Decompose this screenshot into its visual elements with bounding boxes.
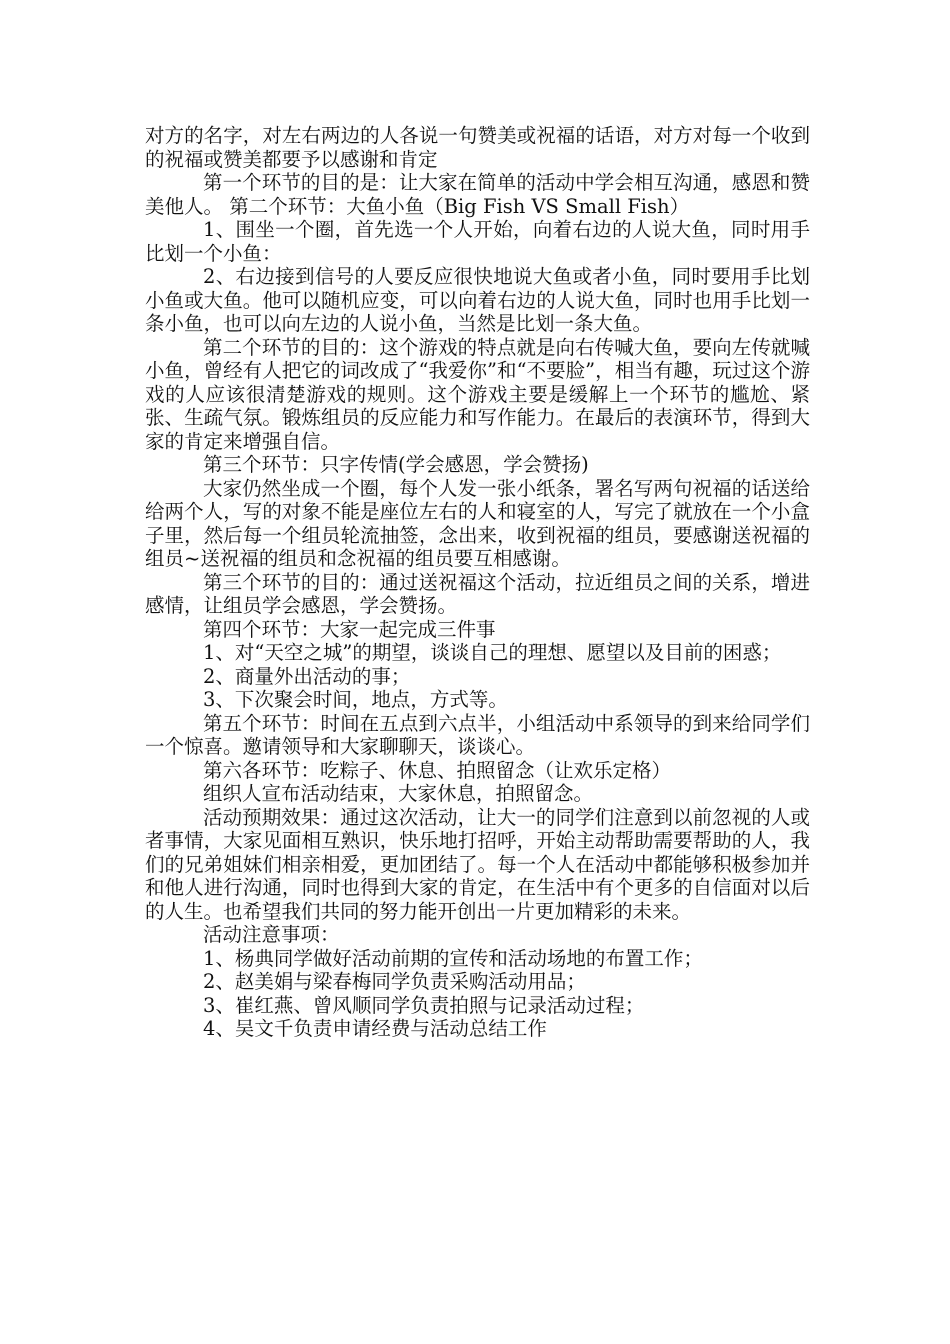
paragraph: 第四个环节：大家一起完成三件事 [203, 617, 496, 641]
paragraph: 第三个环节：只字传情(学会感恩，学会赞扬) [203, 453, 589, 476]
paragraph: 4、吴文千负责申请经费与活动总结工作 [203, 1017, 547, 1040]
paragraph: 第五个环节：时间在五点到六点半，小组活动中系领导的到来给同学们一个惊喜。邀请领导和大家聊聊天，谈谈心。 [145, 711, 810, 758]
paragraph: 1、对“天空之城”的期望，谈谈自己的理想、愿望以及目前的困惑； [203, 641, 782, 664]
paragraph: 活动预期效果：通过这次活动，让大一的同学们注意到以前忽视的人或者事情，大家见面相互熟识，快乐地打招呼，开始主动帮助需要帮助的人，我们的兄弟姐妹们相亲相爱，更加团结了。每一个人在活动中都能够积极参加并和他人进行沟通，同时也得到大家的肯定，在生活中有个更多的自信面对以后的人生。也希望我们共同的努力能开创出一片更加精彩的未来。 [145, 805, 810, 923]
paragraph: 第三个环节的目的：通过送祝福这个活动，拉近组员之间的关系，增进感情，让组员学会感恩，学会赞扬。 [145, 570, 810, 617]
paragraph: 3、下次聚会时间，地点，方式等。 [203, 688, 508, 711]
paragraph: 第二个环节的目的：这个游戏的特点就是向右传喊大鱼，要向左传就喊小鱼，曾经有人把它的词改成了“我爱你”和“不要脸”，相当有趣，玩过这个游戏的人应该很清楚游戏的规则。这个游戏主要是缓解上一个环节的尴尬、紧张、生疏气氛。锻炼组员的反应能力和写作能力。在最后的表演环节，得到大家的肯定来增强自信。 [145, 335, 810, 453]
paragraph: 2、右边接到信号的人要反应很快地说大鱼或者小鱼，同时要用手比划小鱼或大鱼。他可以随机应变，可以向着右边的人说大鱼，同时也用手比划一条小鱼，也可以向左边的人说小鱼，当然是比划一条大鱼。 [145, 265, 810, 335]
paragraph: 对方的名字，对左右两边的人各说一句赞美或祝福的话语，对方对每一个收到的祝福或赞美都要予以感谢和肯定 [145, 124, 810, 171]
paragraph: 第一个环节的目的是：让大家在简单的活动中学会相互沟通，感恩和赞美他人。 第二个环节：大鱼小鱼（Big Fish VS Small Fish） [145, 171, 810, 218]
paragraph: 1、围坐一个圈，首先选一个人开始，向着右边的人说大鱼，同时用手比划一个小鱼： [145, 218, 810, 265]
paragraph: 3、崔红燕、曾风顺同学负责拍照与记录活动过程； [203, 993, 645, 1017]
paragraph: 2、商量外出活动的事； [203, 664, 411, 688]
paragraph: 2、赵美娟与梁春梅同学负责采购活动用品； [203, 970, 586, 993]
paragraph: 大家仍然坐成一个圈，每个人发一张小纸条，署名写两句祝福的话送给给两个人，写的对象不能是座位左右的人和寝室的人，写完了就放在一个小盒子里，然后每一个组员轮流抽签，念出来，收到祝福的组员，要感谢送祝福的组员~送祝福的组员和念祝福的组员要互相感谢。 [145, 476, 810, 570]
paragraph: 1、杨典同学做好活动前期的宣传和活动场地的布置工作； [203, 946, 703, 970]
paragraph: 活动注意事项： [203, 923, 340, 946]
paragraph: 第六各环节：吃粽子、休息、拍照留念（让欢乐定格） [203, 758, 672, 782]
document-body [145, 124, 810, 1041]
paragraph: 组织人宣布活动结束，大家休息，拍照留念。 [203, 782, 594, 805]
